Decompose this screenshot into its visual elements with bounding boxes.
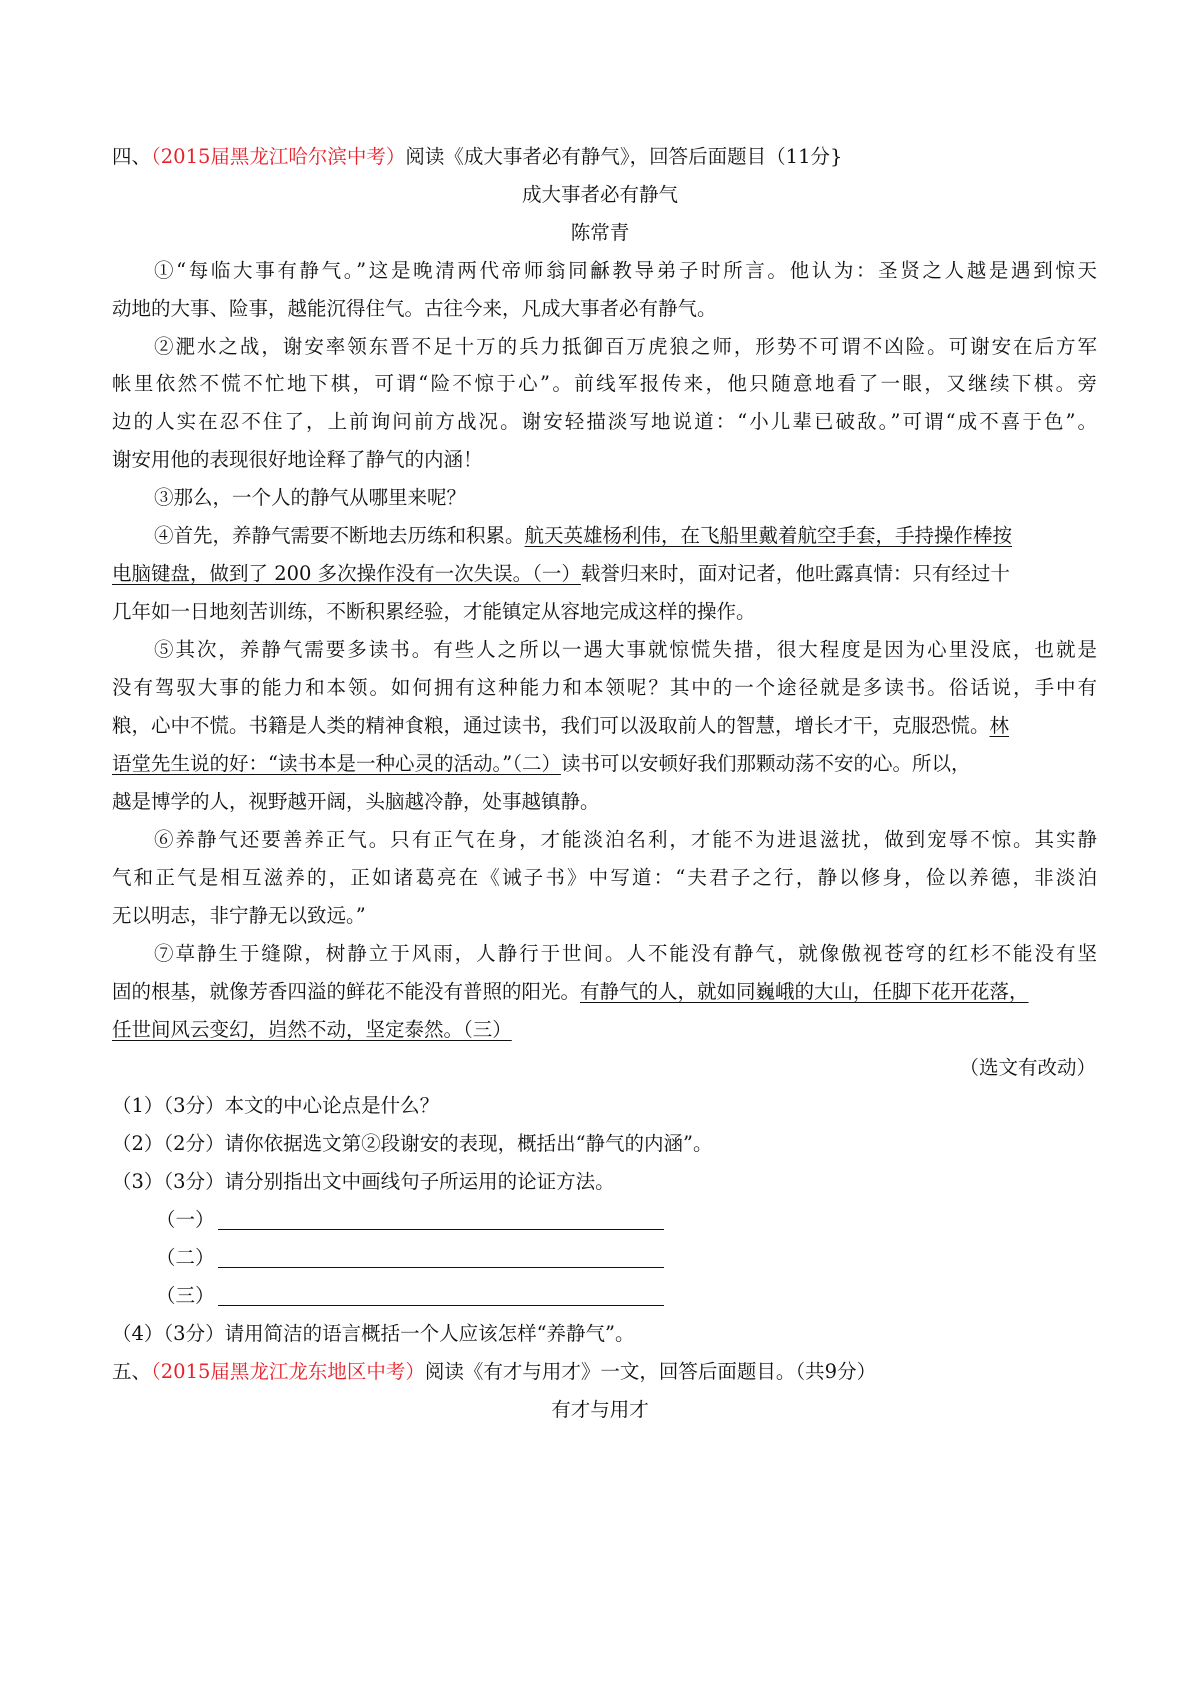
section5-heading [112,1360,1097,1384]
p7-line2 [112,980,1097,1004]
p5-line3-text: 粮，心中不慌。书籍是人类的精神食粮，通过读书，我们可以汲取前人的智慧，增长才干，克服恐慌。 [112,714,990,737]
p4-line3: 几年如一日地刻苦训练，不断积累经验，才能镇定从容地完成这样的操作。 [112,600,756,623]
p1-line1: ①“每临大事有静气。”这是晚清两代帝师翁同龢教导弟子时所言。他认为：圣贤之人越是遇到惊天 [154,259,1097,282]
answer-blank-3[interactable] [218,1305,664,1306]
section4-instruction: 阅读《成大事者必有静气》，回答后面题目（11分} [405,145,843,168]
p7-underlined-sentence-3a: 有静气的人，就如同巍峨的大山，任脚下花开花落， [580,980,1029,1003]
article-author: 陈常青 [570,221,630,244]
p5-underlined-sentence-2a: 林 [989,714,1010,737]
p6-line2: 气和正气是相互滋养的，正如诸葛亮在《诫子书》中写道：“夫君子之行，静以修身，俭以养德，非淡泊 [112,866,1097,889]
p5-line2: 没有驾驭大事的能力和本领。如何拥有这种能力和本领呢？其中的一个途径就是多读书。俗话说，手中有 [112,676,1097,699]
p4-line1-text: ④首先，养静气需要不断地去历练和积累。 [154,524,525,547]
p4-underlined-sentence-1b: 电脑键盘，做到了 200 多次操作没有一次失误。（一） [112,562,581,585]
p5-underlined-sentence-2b: 语堂先生说的好：“读书本是一种心灵的活动。”（二） [112,752,561,775]
p2-line3: 边的人实在忍不住了，上前询问前方战况。谢安轻描淡写地说道：“小儿辈已破敌。”可谓“成不喜于色”。 [112,410,1097,433]
answer-label-1: （一） [156,1208,215,1231]
p4-line1 [154,524,1097,548]
answer-blank-1[interactable] [218,1229,664,1230]
answer-label-2: （二） [156,1246,215,1269]
section4-source: （2015届黑龙江哈尔滨中考） [151,145,406,168]
section4-prefix: 四、 [112,145,152,168]
section4-heading [112,145,1097,169]
question-1: （1）（3分）本文的中心论点是什么？ [112,1094,440,1117]
question-3: （3）（3分）请分别指出文中画线句子所运用的论证方法。 [112,1170,615,1193]
p5-line4 [112,752,1097,776]
p2-line2: 帐里依然不慌不忙地下棋，可谓“险不惊于心”。前线军报传来，他只随意地看了一眼，又继续下棋。旁 [112,372,1097,395]
question-2: （2）（2分）请你依据选文第②段谢安的表现，概括出“静气的内涵”。 [112,1132,713,1155]
answer-blank-2[interactable] [218,1267,664,1268]
p4-underlined-sentence-1a: 航天英雄杨利伟，在飞船里戴着航空手套，手持操作棒按 [524,524,1013,547]
question-4: （4）（3分）请用简洁的语言概括一个人应该怎样“养静气”。 [112,1322,635,1345]
p4-line2-text: 载誉归来时，面对记者，他吐露真情：只有经过十 [580,562,1010,585]
p6-line3: 无以明志，非宁静无以致远。” [112,904,366,927]
section5-prefix: 五、 [112,1360,152,1383]
p5-line5: 越是博学的人，视野越开阔，头脑越冷静，处事越镇静。 [112,790,600,813]
p6-line1: ⑥养静气还要善养正气。只有正气在身，才能淡泊名利，才能不为进退滋扰，做到宠辱不惊。其实静 [154,828,1097,851]
section5-source: （2015届黑龙江龙东地区中考） [151,1360,425,1383]
section5-title: 有才与用才 [551,1398,649,1421]
p2-line4: 谢安用他的表现很好地诠释了静气的内涵！ [112,448,483,471]
p4-line2 [112,562,1097,586]
adaptation-note: （选文有改动） [959,1056,1096,1079]
p1-line2: 动地的大事、险事，越能沉得住气。古往今来，凡成大事者必有静气。 [112,297,717,320]
p5-line1: ⑤其次，养静气需要多读书。有些人之所以一遇大事就惊慌失措，很大程度是因为心里没底，也就是 [154,638,1097,661]
p5-line4-text: 读书可以安顿好我们那颗动荡不安的心。所以， [560,752,971,775]
p7-underlined-sentence-3b: 任世间风云变幻，岿然不动，坚定泰然。（三） [112,1018,512,1041]
p7-line2-text: 固的根基，就像芳香四溢的鲜花不能没有普照的阳光。 [112,980,581,1003]
p2-line1: ②淝水之战，谢安率领东晋不足十万的兵力抵御百万虎狼之师，形势不可谓不凶险。可谢安在后方军 [154,335,1097,358]
p5-line3 [112,714,1097,738]
article-title: 成大事者必有静气 [521,183,678,206]
p3-line1: ③那么，一个人的静气从哪里来呢？ [154,486,467,509]
section5-instruction: 阅读《有才与用才》一文，回答后面题目。（共9分） [424,1360,877,1383]
p7-line1: ⑦草静生于缝隙，树静立于风雨，人静行于世间。人不能没有静气，就像傲视苍穹的红杉不能没有坚 [154,942,1097,965]
p7-line3 [112,1018,1097,1042]
answer-label-3: （三） [156,1284,215,1307]
